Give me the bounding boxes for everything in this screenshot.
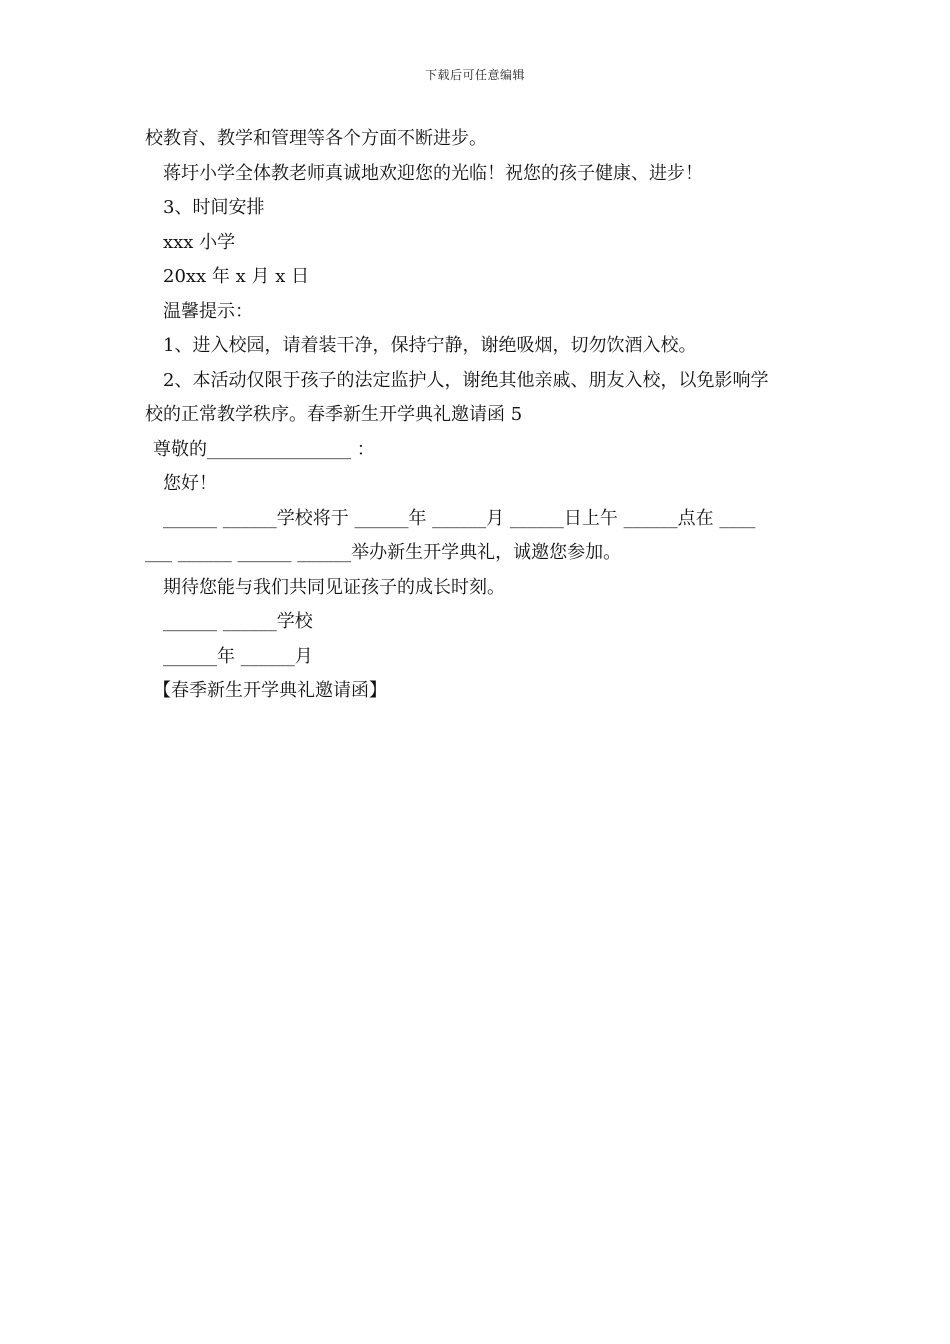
signature-date: ______年 ______月 [163,645,313,667]
invitation-line: ______ ______学校将于 ______年 ______月 ______日上午 ______点在 ____ [163,507,756,529]
page-header: 下载后可任意编辑 [424,68,525,82]
section-heading: 3、时间安排 [163,197,265,218]
paragraph-line: 校教育、教学和管理等各个方面不断进步。 [145,128,487,149]
paragraph-line: 蒋圩小学全体教老师真诚地欢迎您的光临！祝您的孩子健康、进步！ [163,162,703,184]
invitation-line: ___ ______ ______ ______举办新生开学典礼，诚邀您参加。 [145,542,622,563]
document-body [145,122,810,709]
greeting: 您好！ [163,473,217,494]
school-name: xxx 小学 [163,231,236,253]
signature-school: ______ ______学校 [163,611,313,632]
date-line: 20xx 年 x 月 x 日 [163,266,310,287]
salutation: 尊敬的________________ ： [153,438,375,460]
tips-heading: 温馨提示： [163,300,253,322]
document-title-footer: 【春季新生开学典礼邀请函】 [153,680,387,701]
paragraph-line: 期待您能与我们共同见证孩子的成长时刻。 [163,576,505,598]
tip-item: 2、本活动仅限于孩子的法定监护人，谢绝其他亲戚、朋友入校，以免影响学 [163,369,769,391]
tip-item: 1、进入校园，请着装干净，保持宁静，谢绝吸烟，切勿饮酒入校。 [163,335,697,356]
paragraph-line: 校的正常教学秩序。春季新生开学典礼邀请函 5 [145,404,523,425]
